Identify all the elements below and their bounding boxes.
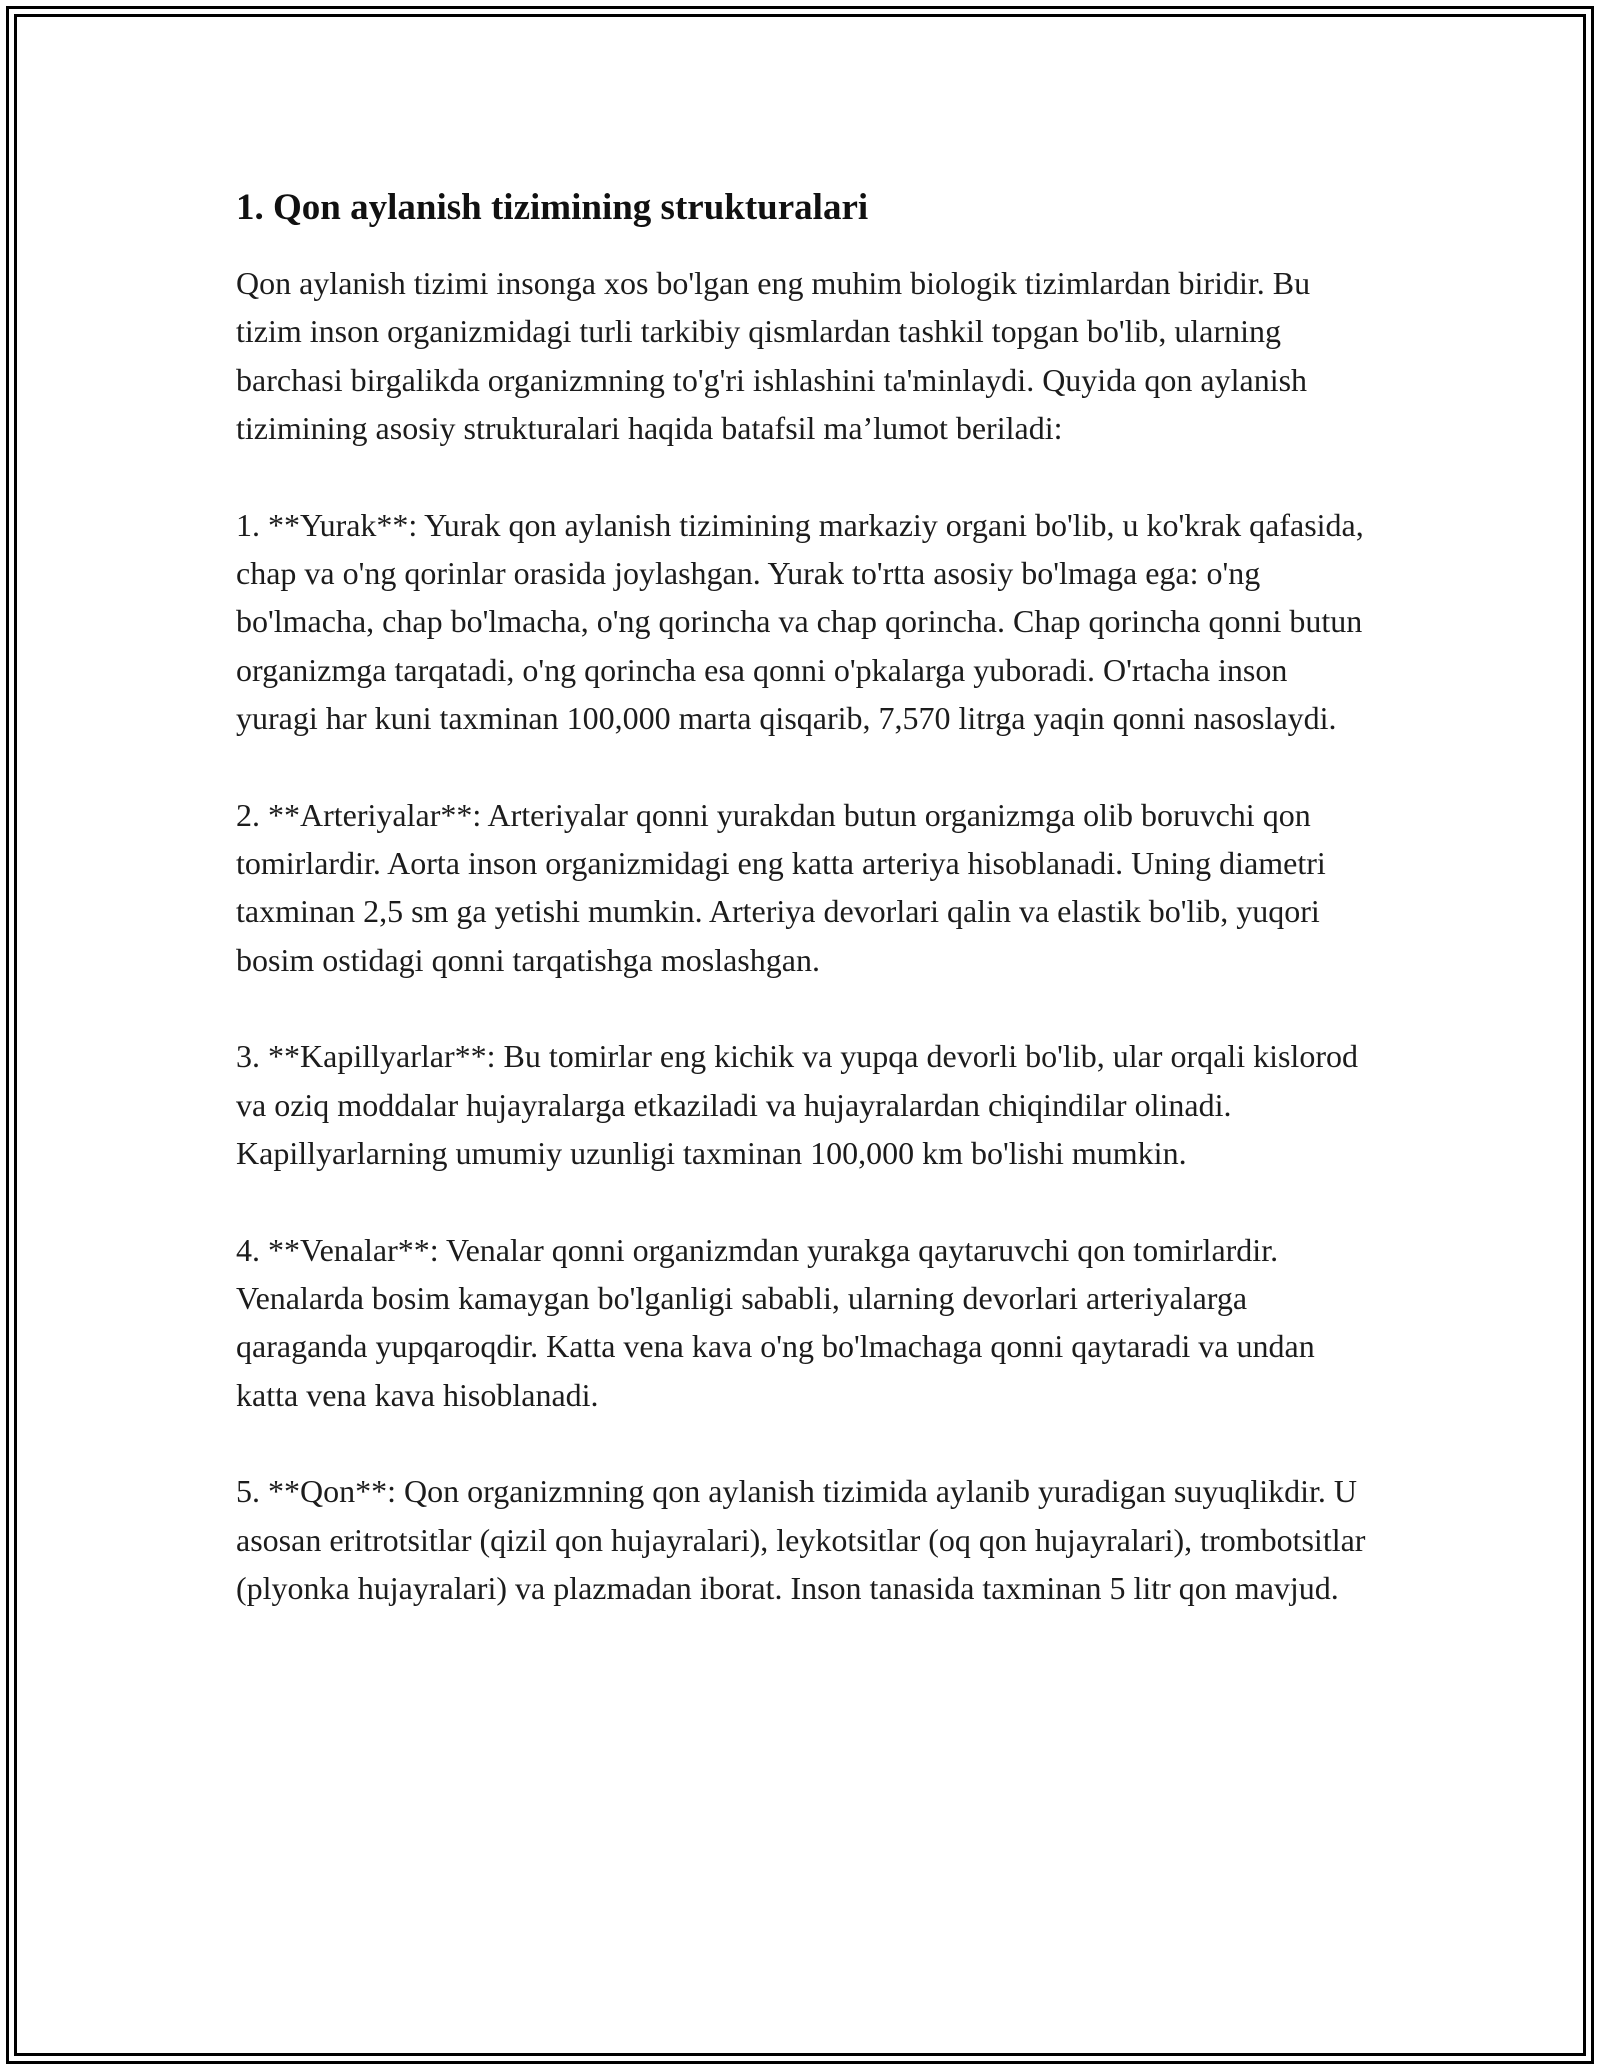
paragraph-qon: 5. **Qon**: Qon organizmning qon aylanish tizimida aylanib yuradigan suyuqlikdir. U asosan eritrotsitlar (qizil qon hujayralari), leykotsitlar (oq qon hujayralari), trombotsitlar (plyonka hujayralari) va plazmadan iborat. Inson tanasida taxminan 5 litr qon mavjud. bbox=[236, 1473, 1366, 1606]
paragraph-yurak: 1. **Yurak**: Yurak qon aylanish tizimining markaziy organi bo'lib, u ko'krak qafasida, chap va o'ng qorinlar orasida joylashgan. Yurak to'rtta asosiy bo'lmaga ega: o'ng bo'lmacha, chap bo'lmacha, o'ng qorincha va chap qorincha. Chap qorincha qonni butun organizmga tarqatadi, o'ng qorincha esa qonni o'pkalarga yuboradi. O'rtacha inson yuragi har kuni taxminan 100,000 marta qisqarib, 7,570 litrga yaqin qonni nasoslaydi. bbox=[236, 506, 1364, 737]
document-body bbox=[236, 185, 1366, 1660]
paragraph-venalar: 4. **Venalar**: Venalar qonni organizmdan yurakga qaytaruvchi qon tomirlardir. Venalarda bosim kamaygan bo'lganligi sababli, ularning devorlari arteriyalarga qaraganda yupqaroqdir. Katta vena kava o'ng bo'lmachaga qonni qaytaradi va undan katta vena kava hisoblanadi. bbox=[236, 1231, 1315, 1413]
paragraph-arteriyalar: 2. **Arteriyalar**: Arteriyalar qonni yurakdan butun organizmga olib boruvchi qon tomirlardir. Aorta inson organizmidagi eng katta arteriya hisoblanadi. Uning diametri taxminan 2,5 sm ga yetishi mumkin. Arteriya devorlari qalin va elastik bo'lib, yuqori bosim ostidagi qonni tarqatishga moslashgan. bbox=[236, 796, 1326, 978]
intro-paragraph: Qon aylanish tizimi insonga xos bo'lgan eng muhim biologik tizimlardan biridir. Bu tizim inson organizmidagi turli tarkibiy qismlardan tashkil topgan bo'lib, ularning barchasi birgalikda organizmning to'g'ri ishlashini ta'minlaydi. Quyida qon aylanish tizimining asosiy strukturalari haqida batafsil ma’lumot beriladi: bbox=[236, 265, 1311, 447]
section-title: 1. Qon aylanish tizimining strukturalari bbox=[236, 187, 869, 228]
paragraph-kapillyarlar: 3. **Kapillyarlar**: Bu tomirlar eng kichik va yupqa devorli bo'lib, ular orqali kislorod va oziq moddalar hujayralarga etkaziladi va hujayralardan chiqindilar olinadi. Kapillyarlarning umumiy uzunligi taxminan 100,000 km bo'lishi mumkin. bbox=[236, 1038, 1358, 1172]
